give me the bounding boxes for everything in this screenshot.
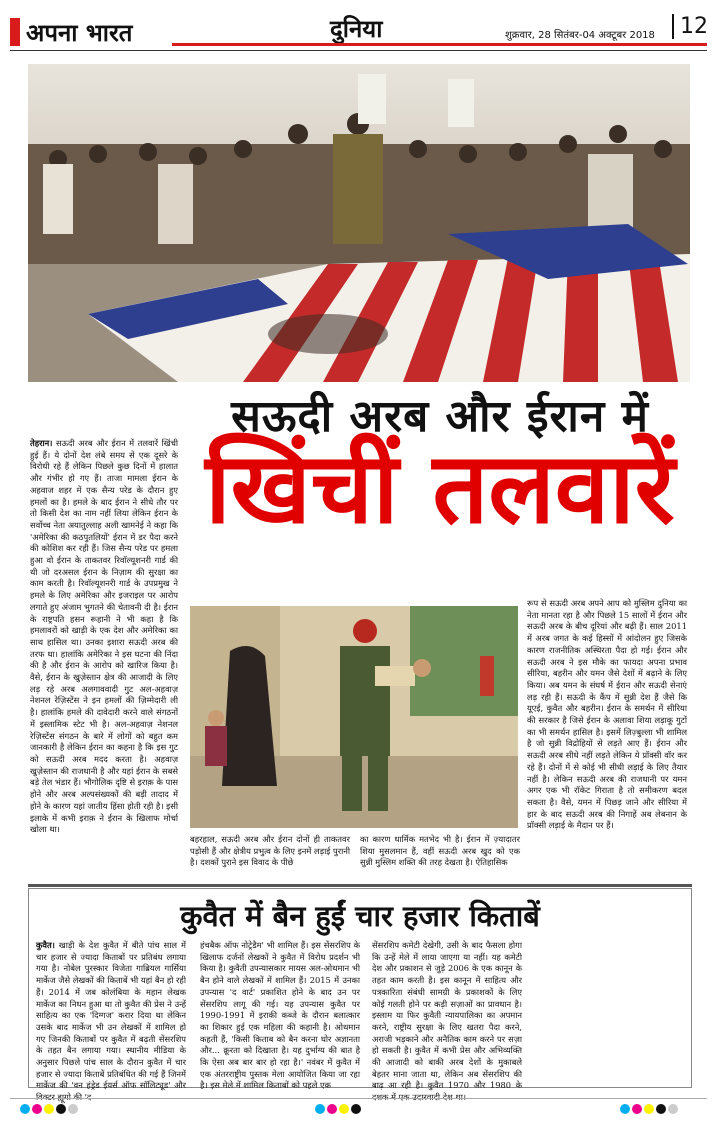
column-text: बहरहाल, सऊदी अरब और ईरान दोनों ही ताकतवर पड़ोसी हैं और क्षेत्रीय प्रभुत्व के लिए इनमें लड़ाई पुरानी है। दशकों पुराने इस विवाद के पीछे [190,834,350,868]
black-dot [656,1104,666,1114]
magenta-dot [632,1104,642,1114]
page-number: 12 [672,14,708,39]
cyan-dot [315,1104,325,1114]
cyan-dot [20,1104,30,1114]
magenta-dot [327,1104,337,1114]
header-rule [172,43,707,46]
black-dot [56,1104,66,1114]
kuwait-column-3 [372,940,522,1091]
magenta-dot [32,1104,42,1114]
footer-rule [10,1098,707,1099]
soldier-photo-illustration [190,606,518,828]
column-text: सऊदी अरब और ईरान में तलवारें खिंची हुई हैं। ये दोनों देश लंबे समय से एक दूसरे के विरोधी रहे हैं लेकिन पिछले कुछ दिनों में हालात और गंभीर हो गए हैं। ताजा मामला ईरान के अहवाज शहर में एक सैन्य परेड के दौरान हुए हमलों का है। हमले के बाद ईरान ने सीधे तौर पर तो किसी देश का नाम नहीं लिया लेकिन ईरान के सर्वोच्च नेता अयातुल्लाह अली खामनेई ने कहा कि 'अमेरिका की कठपुतलियों' ईरान में डर पैदा करने की कोशिश कर रही हैं। जिस सैन्य परेड पर हमला हुआ वो ईरान के ताकतवर रिवॉल्यूशनरी गार्ड की थी जो दरअसल ईरान के निज़ाम की सुरक्षा का काम करती है। रिवॉल्यूशनरी गार्ड के उपप्रमुख ने हमले के लिए अमेरिका और इजराइल पर आरोप लगाते हुए अंजाम भुगतने की चेतावनी दी है। ईरान के राष्ट्रपति हसन रूहानी ने भी कहा है कि हमलावरों को खाड़ी के एक देश और अमेरिका का साथ हासिल था। उनका इशारा सऊदी अरब की तरफ था। हालांकि अमेरिका ने इस घटना की निंदा की है और ईरान के आरोप को खारिज किया है। वैसे, ईरान के खुज़ेस्तान क्षेत्र की आजादी के लिए लड़ रहे अरब अलगाववादी गुट अल-अहवाज़ नेशनल रेज़िस्टेंस ने इन हमलों की ज़िम्मेदारी ली है। हालांकि हमले की दावेदारी करने वाले संगठनों में इस्लामिक स्टेट भी है। अल-अहवाज़ नेशनल रेज़िस्टेंस संगठन के बारे में लोगों को बहुत कम जानकारी है लेकिन ईरान का कहना है कि इस गुट को सऊदी अरब मदद करता है। अहवाज़ खुज़ेस्तान की राजधानी है और यहां ईरान के सबसे बड़े तेल भंडार हैं। भौगोलिक दृष्टि से इराक़ के पास होने और अरब अल्पसंख्यकों की बड़ी तादाद में होने के कारण यहां जातीय हिंसा होती रही है। इसी इलाके में कभी इराक़ ने ईरान के खिलाफ मोर्चा खोला था। [30,438,178,835]
story-column-middle-1 [190,834,350,874]
kuwait-column-2 [200,940,360,1091]
yellow-dot [44,1104,54,1114]
section-title: दुनिया [330,14,383,43]
dateline: तेहरान। [30,438,53,448]
issue-date: शुक्रवार, 28 सितंबर-04 अक्टूबर 2018 [505,30,655,41]
logo-text: अपना भारत [26,18,133,47]
masthead-logo [10,14,170,48]
soldier-photo [190,606,518,828]
header-rule-thin [10,50,707,51]
story-column-middle-2 [360,834,520,874]
column-text: खाड़ी के देश कुवैत में बीते पांच साल में चार हजार से ज्यादा किताबों पर प्रतिबंध लगाया गया है। नोबेल पुरस्कार विजेता गाब्रियल गार्सिया मार्केज जैसे लेखकों की किताबें भी यहां बैन हो रही हैं। 2014 में जब कोलंबिया के महान लेखक मार्केज का निधन हुआ था तो कुवैत की प्रेस ने उन्हें साहित्य का एक 'दिग्गज' करार दिया था लेकिन उसके बाद मार्केज भी उन लेखकों में शामिल हो गए जिनकी किताबों पर कुवैत में बढ़ती सेंसरशिप के तहत बैन लगाया गया। स्थानीय मीडिया के अनुसार पिछले पांच साल के दौरान कुवैत में चार हजार से ज्यादा किताबें प्रतिबंधित की गई हैं जिनमें मार्केज की 'वन हंड्रेड ईयर्स ऑफ सॉलिट्यूड' और [36,940,187,1091]
column-text: हंचबैक ऑफ नोट्रेडैम' भी शामिल हैं। इस सेंसरशिप के खिलाफ दर्जनों लेखकों ने कुवैत में विरोध प्रदर्शन भी किया है। कुवैती उपन्यासकार मायस अल-ओथमान भी बैन होने वाले लेखकों में शामिल हैं। 2015 में उनका उपन्यास 'द वार्ट' प्रकाशित होने के बाद उन पर सेंसरशिप लागू की गई। यह उपन्यास कुवैत पर 1990-1991 में इराकी कब्जे के दौरान बलात्कार का शिकार हुई एक महिला की कहानी है। ओथमान कहती हैं, 'किसी किताब को बैन करना घोर अज्ञानता और... क्रूरता को दिखाता है। यह दुर्भाग्य की बात है कि ऐसा अब बार बार हो रहा है।' नवंबर में कुवैत में एक अंतरराष्ट्रीय पुस्तक मेला आयोजित किया जा रहा है। इस मेले में शामिल किताबों को पहले एक [200,940,360,1091]
dateline: कुवैत। [36,940,55,950]
column-text: सेंसरशिप कमेटी देखेगी, उसी के बाद फैसला होगा कि उन्हें मेले में लाया जाएगा या नहीं। यह कमेटी देश और प्रकाशन से जुड़े 2006 के एक कानून के तहत काम करती है। इस कानून में साहित्य और पत्रकारिता संबंधी सामग्री के प्रकाशकों के लिए कोई गलती होने पर कड़ी सज़ाओं का प्रावधान है। इस्लाम या फिर कुवैती न्यायपालिका का अपमान करने, राष्ट्रीय सुरक्षा के लिए खतरा पैदा करने, अराजी भड़काने और अनैतिक काम करने पर सज़ा हो सकती है। कुवैत में कभी प्रेस और अभिव्यक्ति की आजादी को बाकी अरब देशों के मुकाबले बेहतर माना जाता था, लेकिन अब सेंसरशिप की बाढ़ आ रही है। कुवैत 1970 और 1980 के [372,940,522,1091]
protest-photo [28,64,690,382]
color-register-marks-center [315,1104,361,1116]
story-column-left [30,438,178,858]
cyan-dot [620,1104,630,1114]
column-text: का कारण धार्मिक मतभेद भी है। ईरान में ज़्यादातर शिया मुसलमान हैं, वहीं सऊदी अरब खुद को एक सुन्नी मुस्लिम शक्ति की तरह देखता है। ऐतिहासिक [360,834,520,868]
yellow-dot [339,1104,349,1114]
protest-photo-illustration [28,64,690,382]
color-register-marks-left [20,1104,78,1116]
story-column-right [527,598,687,864]
headline-line-1: सऊदी अरब और ईरान में [231,391,649,442]
headline-line-2: खिंचीं तलवारें [205,432,675,546]
kuwait-column-1 [36,940,187,1091]
logo-red-bar [10,18,20,46]
color-register-marks-right [620,1104,678,1116]
black-dot [351,1104,361,1114]
kuwait-top-rule [28,884,692,887]
yellow-dot [644,1104,654,1114]
column-text: रूप से सऊदी अरब अपने आप को मुस्लिम दुनिया का नेता मानता रहा है और पिछले 15 सालों में ईरान और सऊदी अरब के बीच दूरियां और बढ़ी हैं। साल 2011 में अरब जगत के कई हिस्सों में आंदोलन हुए जिसके कारण राजनीतिक अस्थिरता पैदा हो गई। ईरान और सऊदी अरब ने इस मौके का फायदा अपना प्रभाव सीरिया, बहरीन और यमन जैसे देशों में बढ़ाने के लिए किया। अब यमन के संघर्ष में ईरान और सऊदी सेनाएं लड़ रही हैं। सऊदी के कैंप में सुन्नी देश हैं जैसे कि यूएई, कुवैत और बहरीन। ईरान के समर्थन में सीरिया की सरकार है जिसे ईरान के अलावा शिया लड़ाकू गुटों का भी समर्थन हासिल है। इसमें लिज़्बुल्ला भी शामिल है जो सुन्नी विद्रोहियों से लड़ते आए हैं। ईरान और सऊदी अरब सीधे नहीं लड़ते लेकिन ये प्रॉक्सी वॉर कर रहे हैं। दोनों में से कोई भी सीधी लड़ाई के लिए तैयार नहीं है। लेकिन सऊदी अरब की राजधानी पर यमन अगर एक भी रॉकेट गिराता है तो समीकरण बदल सकता है। वैसे, यमन में पिछड़ जाने और सीरिया में हार के बाद सऊदी अरब की निगाहें अब लेबनान के प्रॉक्सी लड़ाई के मैदान पर हैं। [527,598,687,831]
gray-dot [668,1104,678,1114]
kuwait-headline: कुवैत में बैन हुईं चार हजार किताबें [180,899,540,933]
gray-dot [68,1104,78,1114]
